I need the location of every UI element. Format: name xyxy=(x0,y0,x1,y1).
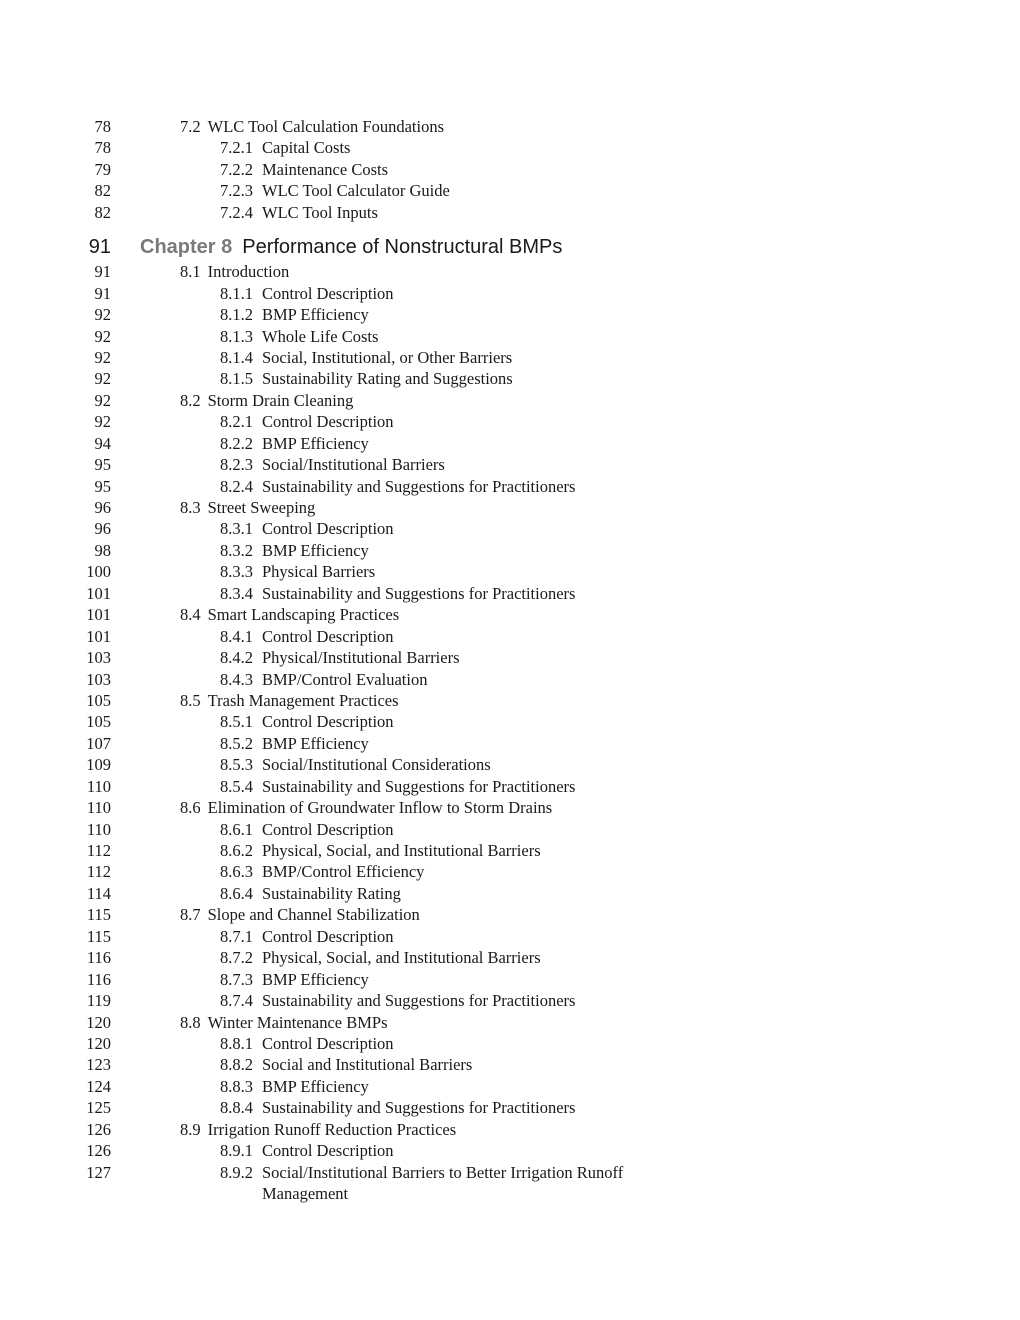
toc-page-number: 95 xyxy=(94,476,111,496)
section-title: BMP/Control Efficiency xyxy=(262,862,425,882)
section-number: 8.6.4 xyxy=(220,883,253,903)
toc-chapter-8-heading[interactable] xyxy=(0,227,1020,261)
toc-entry-8-1-4[interactable] xyxy=(0,347,1020,368)
section-title: Introduction xyxy=(207,262,290,282)
section-title: Sustainability and Suggestions for Practitioners xyxy=(262,1098,576,1118)
section-number: 8.4 xyxy=(180,605,201,625)
toc-page-number: 114 xyxy=(86,883,111,903)
chapter-label: Chapter 8 xyxy=(140,236,233,259)
toc-page-number: 96 xyxy=(94,519,111,539)
toc-page-number: 82 xyxy=(94,202,111,222)
section-number: 8.6.2 xyxy=(220,841,253,860)
section-number: 8.2.3 xyxy=(220,455,253,475)
section-number: 8.1.1 xyxy=(220,283,253,303)
section-title: Control Description xyxy=(262,926,394,946)
toc-entry-8-6[interactable] xyxy=(0,797,1020,818)
toc-page-number: 103 xyxy=(86,669,111,689)
toc-entry-8-6-3[interactable] xyxy=(0,861,1020,882)
toc-page-number: 127 xyxy=(86,1162,111,1182)
toc-entry-8-1-1[interactable] xyxy=(0,283,1020,304)
toc-page-number: 109 xyxy=(86,755,111,775)
section-number: 8.6.3 xyxy=(220,862,253,882)
section-title: Social/Institutional Considerations xyxy=(262,755,491,775)
section-title: Sustainability and Suggestions for Practitioners xyxy=(262,476,576,496)
section-title: Social/Institutional Barriers to Better Irrigation Runoff xyxy=(262,1162,624,1182)
toc-page-number: 110 xyxy=(86,819,111,839)
toc-entry-8-2-4[interactable] xyxy=(0,476,1020,497)
toc-page-number: 96 xyxy=(94,498,111,517)
section-title: Control Description xyxy=(262,283,394,303)
toc-entry-8-8[interactable] xyxy=(0,1012,1020,1033)
section-number: 8.8.3 xyxy=(220,1076,253,1096)
section-number: 7.2.2 xyxy=(220,159,253,179)
toc-entry-8-7-4[interactable] xyxy=(0,990,1020,1011)
section-number: 8.2.2 xyxy=(220,433,253,453)
section-title: WLC Tool Calculator Guide xyxy=(262,181,450,201)
toc-page-number: 78 xyxy=(94,138,111,158)
toc-entry-8-3-1[interactable] xyxy=(0,518,1020,539)
toc-page-number: 107 xyxy=(86,733,111,753)
section-number: 8.9 xyxy=(180,1119,201,1139)
section-title: Winter Maintenance BMPs xyxy=(207,1012,388,1032)
section-title: BMP Efficiency xyxy=(262,1076,369,1096)
section-number: 8.6 xyxy=(180,798,201,818)
section-title: Control Description xyxy=(262,1141,394,1161)
toc-entry-8-8-2[interactable] xyxy=(0,1054,1020,1075)
toc-entry-7-2-2[interactable] xyxy=(0,159,1020,180)
section-title: Control Description xyxy=(262,519,394,539)
section-title: Control Description xyxy=(262,712,394,732)
toc-page-number: 115 xyxy=(86,926,111,946)
toc-entry-8-4-3[interactable] xyxy=(0,669,1020,690)
section-title: BMP Efficiency xyxy=(262,733,369,753)
toc-page-number: 116 xyxy=(86,948,111,968)
section-title: BMP/Control Evaluation xyxy=(262,669,428,689)
toc-page-number: 78 xyxy=(94,117,111,136)
toc-entry-8-3[interactable] xyxy=(0,497,1020,518)
toc-page-number: 91 xyxy=(94,262,111,282)
toc-page-number: 126 xyxy=(86,1119,111,1139)
section-title: Street Sweeping xyxy=(207,498,316,517)
chapter-8-entries xyxy=(0,261,1020,1204)
section-number: 8.1.2 xyxy=(220,305,253,325)
toc-page-number: 92 xyxy=(94,305,111,325)
toc-entry-8-7-1[interactable] xyxy=(0,926,1020,947)
section-number: 8.3.3 xyxy=(220,562,253,582)
toc-entry-8-1-5[interactable] xyxy=(0,368,1020,389)
toc-entry-8-7-2[interactable] xyxy=(0,947,1020,968)
toc-page-number: 82 xyxy=(94,181,111,201)
toc-entry-8-7-3[interactable] xyxy=(0,969,1020,990)
section-number: 8.3 xyxy=(180,498,201,517)
section-number: 7.2.4 xyxy=(220,202,253,222)
section-number: 8.1.3 xyxy=(220,326,253,346)
toc-entry-8-5[interactable] xyxy=(0,690,1020,711)
section-title: BMP Efficiency xyxy=(262,433,369,453)
toc-page-number: 116 xyxy=(86,969,111,989)
toc-entry-8-4-1[interactable] xyxy=(0,626,1020,647)
toc-entry-8-2-1[interactable] xyxy=(0,411,1020,432)
section-title: Sustainability Rating xyxy=(262,883,401,903)
toc-entry-7-2-3[interactable] xyxy=(0,180,1020,201)
toc-page-number: 119 xyxy=(86,991,111,1011)
section-title: Sustainability and Suggestions for Practitioners xyxy=(262,776,576,796)
section-number: 8.7.2 xyxy=(220,948,253,968)
section-title: Maintenance Costs xyxy=(262,159,389,179)
toc-page-number: 101 xyxy=(86,626,111,646)
section-title: Control Description xyxy=(262,626,394,646)
toc-entry-8-1[interactable] xyxy=(0,261,1020,282)
toc-page-number: 100 xyxy=(86,562,111,582)
section-number: 8.2.4 xyxy=(220,476,253,496)
toc-page-number: 92 xyxy=(94,369,111,389)
section-number: 8.2.1 xyxy=(220,412,253,432)
section-number: 8.1.4 xyxy=(220,347,253,367)
toc-entry-8-9-2[interactable] xyxy=(0,1162,1020,1205)
toc-entry-8-2[interactable] xyxy=(0,390,1020,411)
toc-page-number: 91 xyxy=(94,283,111,303)
section-number: 8.6.1 xyxy=(220,819,253,839)
section-number: 8.9.2 xyxy=(220,1162,253,1182)
toc-page-number: 120 xyxy=(86,1012,111,1032)
section-title: Storm Drain Cleaning xyxy=(207,390,354,410)
toc-page-number: 112 xyxy=(86,862,111,882)
toc-entry-8-2-2[interactable] xyxy=(0,433,1020,454)
toc-page-number: 110 xyxy=(86,798,111,818)
section-title: Control Description xyxy=(262,819,394,839)
section-number: 8.8 xyxy=(180,1012,201,1032)
toc-page-number: 120 xyxy=(86,1033,111,1053)
section-title: WLC Tool Inputs xyxy=(262,202,378,222)
toc-page-number: 105 xyxy=(86,690,111,710)
section-title: Trash Management Practices xyxy=(207,690,399,710)
toc-page-number: 123 xyxy=(86,1055,111,1075)
toc-entry-8-9[interactable] xyxy=(0,1119,1020,1140)
toc-page-number: 94 xyxy=(94,433,111,453)
toc-page-number: 112 xyxy=(86,841,111,860)
section-title-continuation: Management xyxy=(262,1184,349,1204)
toc-page-number: 79 xyxy=(94,159,111,179)
toc-entry-7-2[interactable] xyxy=(0,116,1020,137)
section-number: 8.4.2 xyxy=(220,648,253,668)
toc-entry-8-3-3[interactable] xyxy=(0,561,1020,582)
section-number: 8.2 xyxy=(180,390,201,410)
section-title: Control Description xyxy=(262,1033,394,1053)
toc-page-number: 110 xyxy=(86,776,111,796)
section-number: 7.2.3 xyxy=(220,181,253,201)
table-of-contents xyxy=(0,116,1020,1204)
section-title: Physical Barriers xyxy=(262,562,376,582)
section-title: Whole Life Costs xyxy=(262,326,379,346)
toc-entry-8-7[interactable] xyxy=(0,904,1020,925)
section-number: 8.5 xyxy=(180,690,201,710)
toc-entry-8-4-2[interactable] xyxy=(0,647,1020,668)
toc-entry-7-2-4[interactable] xyxy=(0,202,1020,223)
section-title: Slope and Channel Stabilization xyxy=(207,905,420,925)
chapter-title: Performance of Nonstructural BMPs xyxy=(242,236,563,259)
section-title: Physical, Social, and Institutional Barriers xyxy=(262,841,541,860)
toc-page-number: 92 xyxy=(94,326,111,346)
toc-page-number: 124 xyxy=(86,1076,111,1096)
section-title: Sustainability and Suggestions for Practitioners xyxy=(262,991,576,1011)
section-number: 7.2 xyxy=(180,117,201,136)
toc-entry-8-6-1[interactable] xyxy=(0,819,1020,840)
toc-entry-8-5-2[interactable] xyxy=(0,733,1020,754)
section-title: Control Description xyxy=(262,412,394,432)
chapter-page-number: 91 xyxy=(88,236,111,259)
section-number: 8.9.1 xyxy=(220,1141,253,1161)
section-title: Physical, Social, and Institutional Barriers xyxy=(262,948,541,968)
toc-page-number: 92 xyxy=(94,412,111,432)
section-title: BMP Efficiency xyxy=(262,305,369,325)
section-title: Social, Institutional, or Other Barriers xyxy=(262,347,513,367)
section-number: 8.1 xyxy=(180,262,201,282)
section-number: 8.7.3 xyxy=(220,969,253,989)
toc-entry-7-2-1[interactable] xyxy=(0,137,1020,158)
section-number: 8.1.5 xyxy=(220,369,253,389)
toc-entry-8-5-1[interactable] xyxy=(0,711,1020,732)
toc-entry-8-4[interactable] xyxy=(0,604,1020,625)
toc-page-number: 115 xyxy=(86,905,111,925)
toc-entry-8-8-4[interactable] xyxy=(0,1097,1020,1118)
section-title: Sustainability Rating and Suggestions xyxy=(262,369,513,389)
section-title: BMP Efficiency xyxy=(262,540,369,560)
section-number: 8.3.2 xyxy=(220,540,253,560)
toc-entry-8-1-3[interactable] xyxy=(0,326,1020,347)
toc-page-number: 103 xyxy=(86,648,111,668)
section-number: 8.4.3 xyxy=(220,669,253,689)
toc-entry-8-6-4[interactable] xyxy=(0,883,1020,904)
section-title: Social and Institutional Barriers xyxy=(262,1055,473,1075)
toc-page-number: 92 xyxy=(94,390,111,410)
section-number: 8.7.1 xyxy=(220,926,253,946)
toc-entry-8-8-1[interactable] xyxy=(0,1033,1020,1054)
section-title: Sustainability and Suggestions for Practitioners xyxy=(262,583,576,603)
section-title: Smart Landscaping Practices xyxy=(207,605,400,625)
toc-entry-8-8-3[interactable] xyxy=(0,1076,1020,1097)
toc-page-number: 125 xyxy=(86,1098,111,1118)
section-number: 8.3.1 xyxy=(220,519,253,539)
section-number: 8.5.3 xyxy=(220,755,253,775)
section-title: WLC Tool Calculation Foundations xyxy=(207,117,445,136)
section-title: BMP Efficiency xyxy=(262,969,369,989)
section-title: Capital Costs xyxy=(262,138,351,158)
section-number: 8.7.4 xyxy=(220,991,253,1011)
section-title: Social/Institutional Barriers xyxy=(262,455,445,475)
toc-entry-8-5-4[interactable] xyxy=(0,776,1020,797)
toc-entry-8-5-3[interactable] xyxy=(0,754,1020,775)
section-number: 8.7 xyxy=(180,905,201,925)
toc-page-number: 126 xyxy=(86,1141,111,1161)
toc-page-number: 101 xyxy=(86,583,111,603)
section-number: 8.8.2 xyxy=(220,1055,253,1075)
toc-entry-8-3-4[interactable] xyxy=(0,583,1020,604)
toc-entry-8-3-2[interactable] xyxy=(0,540,1020,561)
toc-page-number: 101 xyxy=(86,605,111,625)
section-title: Physical/Institutional Barriers xyxy=(262,648,460,668)
section-title: Irrigation Runoff Reduction Practices xyxy=(207,1119,457,1139)
section-number: 8.5.1 xyxy=(220,712,253,732)
section-number: 8.5.4 xyxy=(220,776,253,796)
toc-page-number: 92 xyxy=(94,347,111,367)
toc-page-number: 95 xyxy=(94,455,111,475)
section-number: 8.3.4 xyxy=(220,583,253,603)
toc-page-number: 98 xyxy=(94,540,111,560)
section-number: 8.8.4 xyxy=(220,1098,253,1118)
toc-page-number: 105 xyxy=(86,712,111,732)
section-number: 8.8.1 xyxy=(220,1033,253,1053)
section-title: Elimination of Groundwater Inflow to Storm Drains xyxy=(207,798,553,818)
toc-entry-8-1-2[interactable] xyxy=(0,304,1020,325)
section-number: 7.2.1 xyxy=(220,138,253,158)
toc-entry-8-2-3[interactable] xyxy=(0,454,1020,475)
toc-entry-8-9-1[interactable] xyxy=(0,1140,1020,1161)
section-number: 8.4.1 xyxy=(220,626,253,646)
toc-entry-8-6-2[interactable] xyxy=(0,840,1020,861)
section-number: 8.5.2 xyxy=(220,733,253,753)
